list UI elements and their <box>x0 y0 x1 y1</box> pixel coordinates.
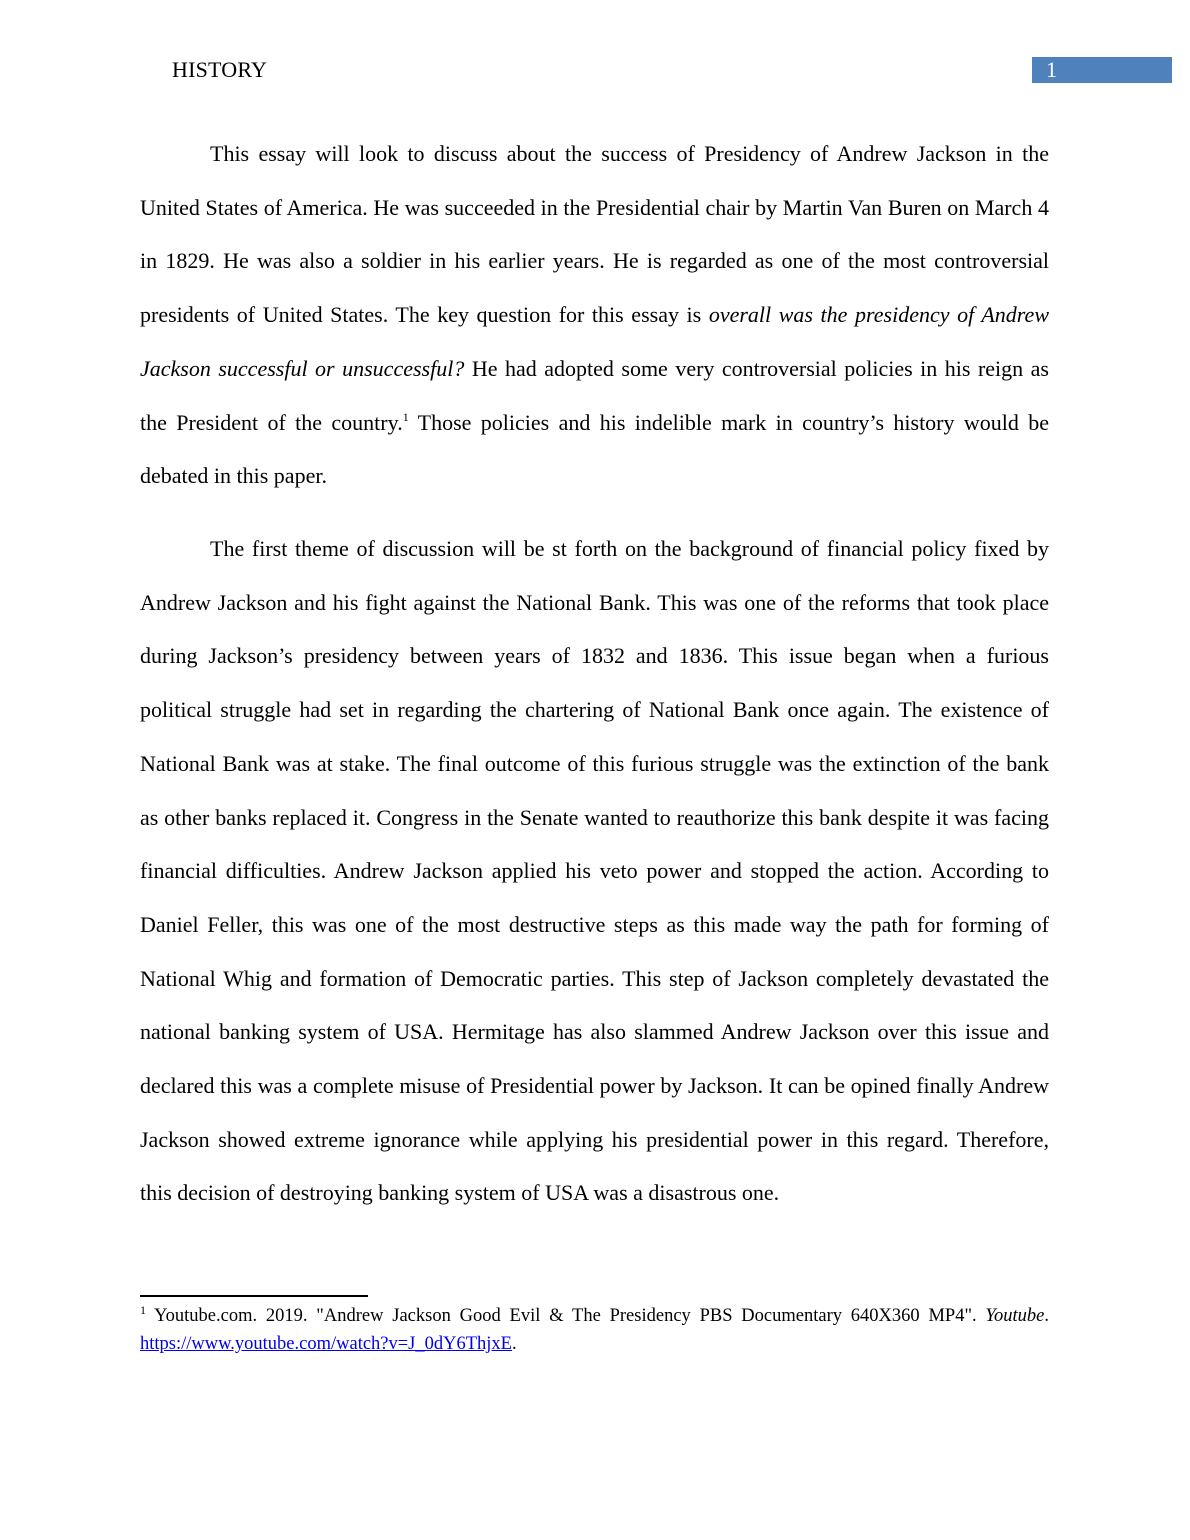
paragraph-intro <box>140 127 1049 503</box>
footnote-source-italic: Youtube <box>985 1306 1045 1326</box>
paragraph-intro-text-c: Those policies and his indelible mark in country’s history would be debated in this paper. <box>140 409 1050 489</box>
page-number-box <box>1032 57 1172 83</box>
running-header-title: HISTORY <box>172 57 268 82</box>
footnote-text-b: . <box>1044 1306 1049 1326</box>
footnote-separator <box>140 1295 368 1297</box>
page-number: 1 <box>1046 57 1057 82</box>
footnote-text-c: . <box>512 1334 517 1354</box>
footnote-link[interactable]: https://www.youtube.com/watch?v=J_0dY6ThjxE <box>140 1334 512 1354</box>
paragraph-intro-text-a: This essay will look to discuss about the success of Presidency of Andrew Jackson in the United States of America. He was succeeded in the Presidential chair by Martin Van Buren on March 4 in 1829. He was also a soldier in his earlier years. He is regarded as one of the most controversial presidents of United States. The key question for this essay is <box>140 141 1049 328</box>
footnote <box>140 1302 1049 1358</box>
paragraph-intro-text-b: He had adopted some very controversial policies in his reign as the President of the country. <box>140 355 1049 435</box>
footnote-number: 1 <box>140 1303 146 1317</box>
footnote-reference[interactable]: 1 <box>402 409 409 424</box>
key-question-italic: overall was the presidency of Andrew Jackson successful or unsuccessful? <box>140 302 1049 381</box>
footnote-text-a: Youtube.com. 2019. "Andrew Jackson Good Evil & The Presidency PBS Documentary 640X360 MP4". <box>146 1306 986 1326</box>
paragraph-national-bank: The first theme of discussion will be st forth on the background of financial policy fixed by Andrew Jackson and his fight against the National Bank. This was one of the reforms that took place during Jackson’s presidency between years of 1832 and 1836. This issue began when a furious political struggle had set in regarding the chartering of National Bank once again. The existence of National Bank was at stake. The final outcome of this furious struggle was the extinction of the bank as other banks replaced it. Congress in the Senate wanted to reauthorize this bank despite it was facing financial difficulties. Andrew Jackson applied his veto power and stopped the action. According to Daniel Feller, this was one of the most destructive steps as this made way the path for forming of National Whig and formation of Democratic parties. This step of Jackson completely devastated the national banking system of USA. Hermitage has also slammed Andrew Jackson over this issue and declared this was a complete misuse of Presidential power by Jackson. It can be opined finally Andrew Jackson showed extreme ignorance while applying his presidential power in this regard. Therefore, this decision of destroying banking system of USA was a disastrous one. <box>140 536 1049 1206</box>
